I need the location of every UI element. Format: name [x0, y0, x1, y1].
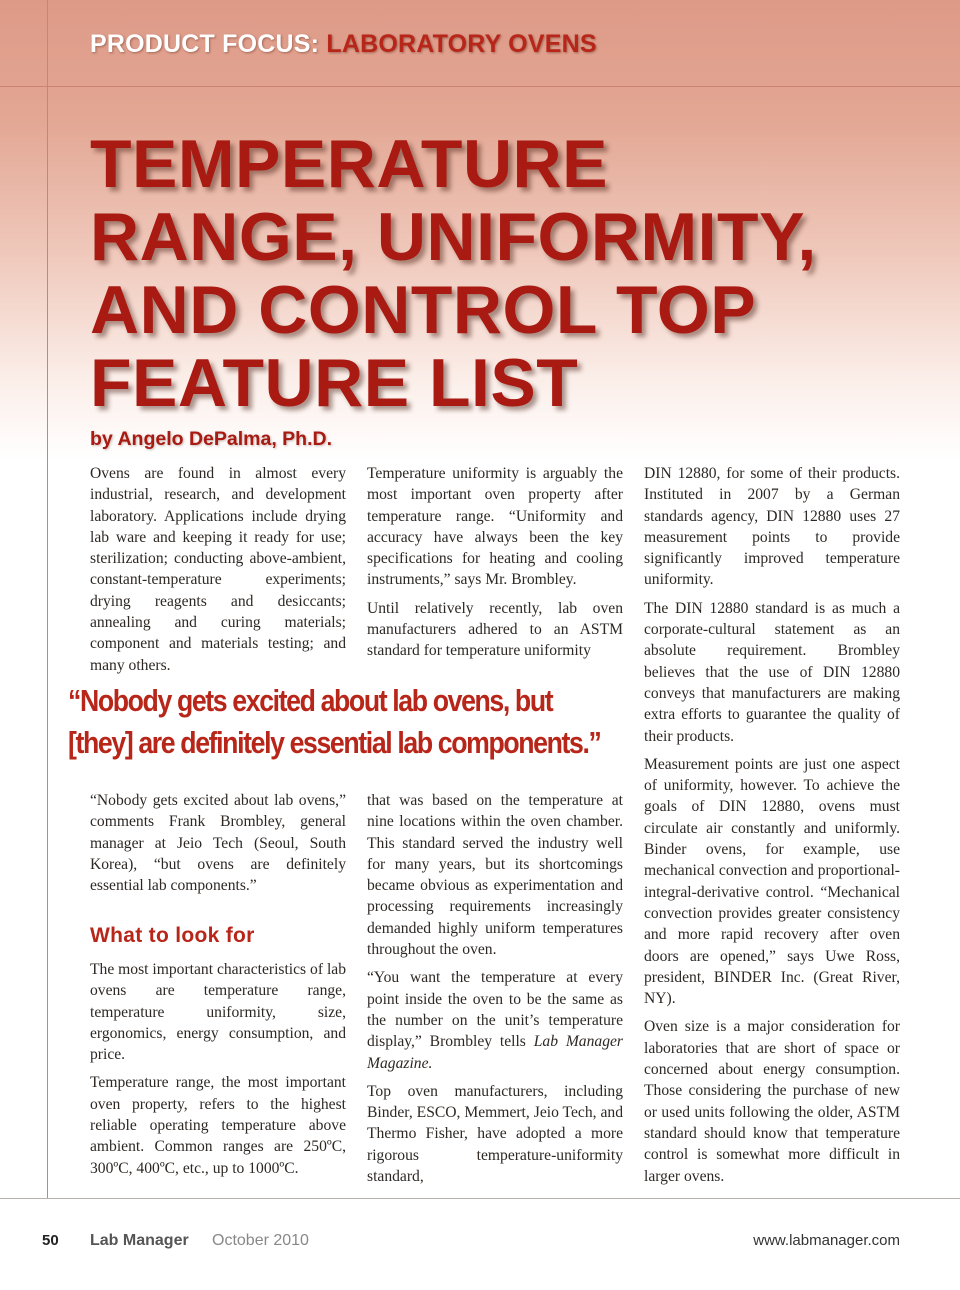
- column-1-bottom: [90, 959, 346, 1186]
- page-number: 50: [42, 1232, 59, 1249]
- pull-quote: [68, 680, 601, 764]
- left-margin-rule: [47, 0, 48, 1198]
- column-1-intro: [90, 790, 346, 903]
- pull-quote-line: [they] are definitely essential lab components.”: [68, 725, 601, 760]
- column-1-top: [90, 463, 346, 683]
- paragraph: Temperature uniformity is arguably the most important oven property after temperature range. “Uniformity and accuracy have always been the key specifications for heating and cooling instruments,” says Mr. Brombley.: [367, 465, 623, 589]
- paragraph: Oven size is a major consideration for laboratories that are short of space or concerned about energy consumption. Those considering the purchase of new or used units following the older, ASTM standard should know that temperature control is somewhat more difficult in larger ovens.: [644, 1018, 900, 1185]
- title-line: RANGE, UNIFORMITY,: [90, 199, 817, 275]
- section-label: [90, 30, 597, 59]
- pull-quote-line: “Nobody gets excited about lab ovens, but: [68, 683, 553, 718]
- paragraph: “Nobody gets excited about lab ovens,” comments Frank Brombley, general manager at Jeio Tech (Seoul, South Korea), “but ovens are definitely essential lab components.”: [90, 792, 346, 895]
- title-line: TEMPERATURE: [90, 126, 609, 202]
- footer-divider: [0, 1198, 960, 1199]
- paragraph: Ovens are found in almost every industrial, research, and development laboratory. Applications include drying lab ware and keeping it ready for use; sterilization; conducting above-ambient, constant-temperature experiments; drying reagents and desiccants; annealing and curing materials; component and materials testing; and many others.: [90, 465, 346, 674]
- paragraph: The most important characteristics of lab ovens are temperature range, temperature uniformity, size, ergonomics, energy consumption, and price.: [90, 961, 346, 1064]
- column-2-bottom: [367, 790, 623, 1187]
- byline: by Angelo DePalma, Ph.D.: [90, 428, 332, 450]
- paragraph: The DIN 12880 standard is as much a corporate-cultural statement as an absolute requirement. Brombley believes that the use of DIN 12880 conveys that manufacturers are making extra efforts to guarantee the quality of their products.: [644, 599, 900, 745]
- paragraph: that was based on the temperature at nine locations within the oven chamber. This standard served the industry well for many years, but its shortcomings became obvious as experimentation and processing requirements increasingly demanded highly uniform temperatures throughout the oven.: [367, 792, 623, 959]
- website-link[interactable]: www.labmanager.com: [753, 1232, 900, 1249]
- magazine-name: Lab Manager: [90, 1232, 189, 1249]
- column-2-top: [367, 463, 623, 669]
- issue-date: October 2010: [212, 1232, 309, 1249]
- quote-text: “You want the temperature at every point inside the oven to be the same as the number on the unit’s temperature display,” Brombley tells: [367, 969, 623, 1051]
- paragraph: Until relatively recently, lab oven manufacturers adhered to an ASTM standard for temperature uniformity: [367, 599, 623, 660]
- paragraph: Top oven manufacturers, including Binder, ESCO, Memmert, Jeio Tech, and Thermo Fisher, have adopted a more rigorous temperature-uniformity standard,: [367, 1082, 623, 1186]
- section-topic: LABORATORY OVENS: [326, 30, 597, 58]
- article-title: [90, 128, 920, 420]
- paragraph: DIN 12880, for some of their products. Instituted in 2007 by a German standards agency, DIN 12880 uses 27 measurement points to provide significantly improved temperature uniformity.: [644, 465, 900, 589]
- header-divider: [0, 86, 960, 87]
- section-prefix: PRODUCT FOCUS:: [90, 30, 320, 58]
- paragraph: Temperature range, the most important oven property, refers to the highest reliable operating temperature above ambient. Common ranges are 250ºC, 300ºC, 400ºC, etc., up to 1000ºC.: [90, 1074, 346, 1177]
- column-3: [644, 463, 900, 1187]
- paragraph: Measurement points are just one aspect of uniformity, however. To achieve the goals of DIN 12880, ovens must circulate air constantly and uniformly. Binder ovens, for example, use mechanical convection and proportional-integral-derivative control. “Mechanical convection provides greater consistency and more rapid recovery after oven doors are opened,” says Uwe Ross, president, BINDER Inc. (Great River, NY).: [644, 755, 900, 1008]
- title-line: AND CONTROL TOP: [90, 272, 757, 348]
- subhead: What to look for: [90, 924, 255, 947]
- publication-name: Lab Manager Magazine.: [367, 1033, 623, 1072]
- title-line: FEATURE LIST: [90, 345, 579, 421]
- quote-paragraph: [367, 967, 623, 1073]
